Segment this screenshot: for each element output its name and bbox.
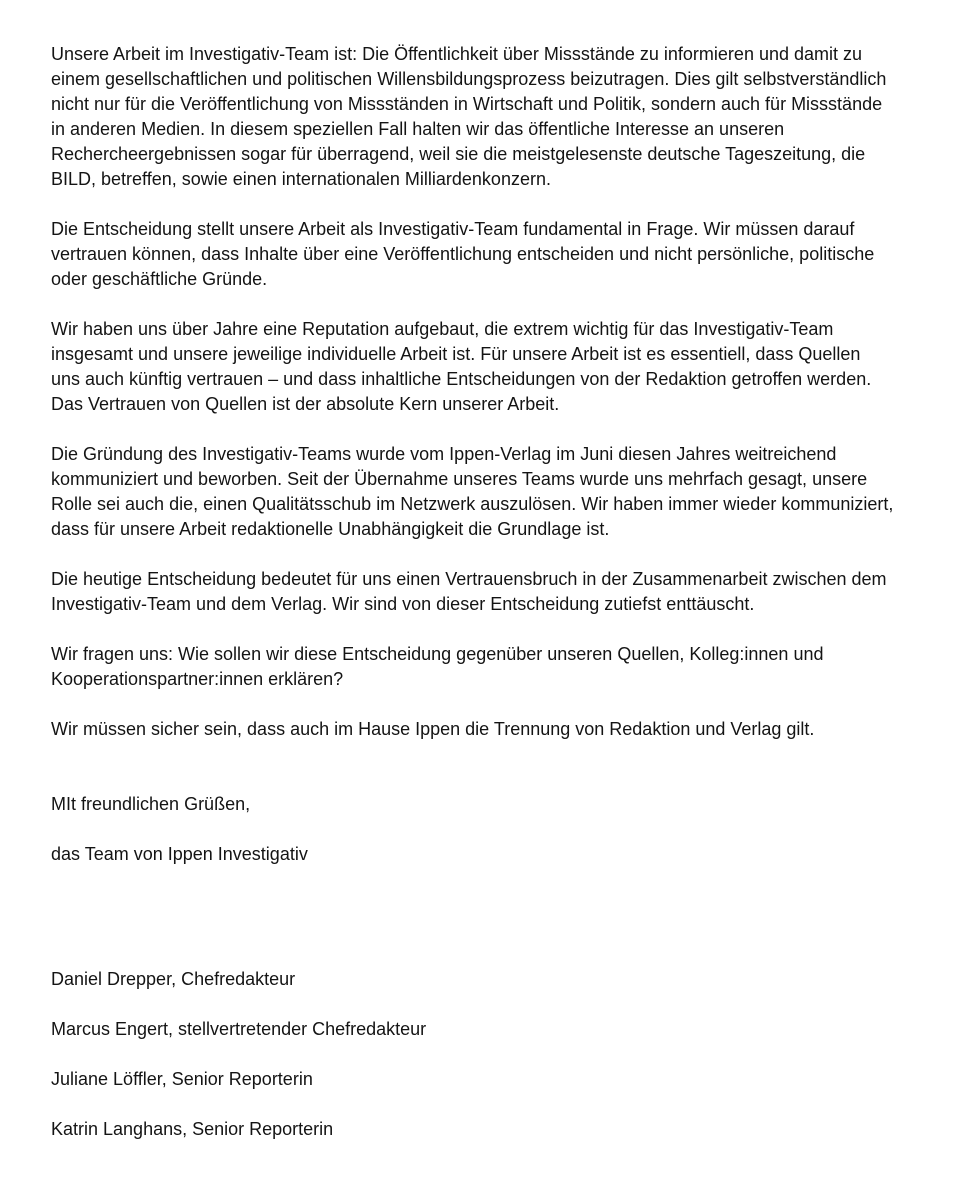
signature-line: Juliane Löffler, Senior Reporterin: [51, 1069, 313, 1089]
paragraph-decision: Die Entscheidung stellt unsere Arbeit als Investigativ-Team fundamental in Frage. Wir müssen darauf vertrauen können, dass Inhalte über eine Veröffentlichung entscheiden und nicht persönliche, politische oder geschäftliche Gründe.: [51, 219, 875, 289]
signature-line: Katrin Langhans, Senior Reporterin: [51, 1119, 334, 1139]
signature-list: [51, 967, 956, 1142]
letter-body: [51, 42, 956, 1167]
paragraph-mission: Unsere Arbeit im Investigativ-Team ist: Die Öffentlichkeit über Missstände zu informieren und damit zu einem gesellschaftlichen und politischen Willensbildungsprozess beizutragen. Dies gilt selbstverständlich nicht nur für die Veröffentlichung von Missständen in Wirtschaft und Politik, sondern auch für Missstände in anderen Medien. In diesem speziellen Fall halten wir das öffentliche Interesse an unseren Rechercheergebnissen sogar für überragend, weil sie die meistgelesenste deutsche Tageszeitung, die BILD, betreffen, sowie einen internationalen Milliardenkonzern.: [51, 44, 887, 189]
signature-line: Daniel Drepper, Chefredakteur: [51, 969, 296, 989]
paragraph-question: Wir fragen uns: Wie sollen wir diese Entscheidung gegenüber unseren Quellen, Kolleg:innen und Kooperationspartner:innen erklären?: [51, 644, 824, 689]
signature-line: Marcus Engert, stellvertretender Chefredakteur: [51, 1019, 427, 1039]
paragraph-demand: Wir müssen sicher sein, dass auch im Hause Ippen die Trennung von Redaktion und Verlag gilt.: [51, 719, 815, 739]
closing-sender: das Team von Ippen Investigativ: [51, 844, 308, 864]
paragraph-founding: Die Gründung des Investigativ-Teams wurde vom Ippen-Verlag im Juni diesen Jahres weitreichend kommuniziert und beworben. Seit der Übernahme unseres Teams wurde uns mehrfach gesagt, unsere Rolle sei auch die, einen Qualitätsschub im Netzwerk auszulösen. Wir haben immer wieder kommuniziert, dass für unsere Arbeit redaktionelle Unabhängigkeit die Grundlage ist.: [51, 444, 894, 539]
closing-greeting: MIt freundlichen Grüßen,: [51, 794, 251, 814]
paragraph-reputation: Wir haben uns über Jahre eine Reputation aufgebaut, die extrem wichtig für das Investigativ-Team insgesamt und unsere jeweilige individuelle Arbeit ist. Für unsere Arbeit ist es essentiell, dass Quellen uns auch künftig vertrauen – und dass inhaltliche Entscheidungen von der Redaktion getroffen werden. Das Vertrauen von Quellen ist der absolute Kern unserer Arbeit.: [51, 319, 872, 414]
paragraph-breach-of-trust: Die heutige Entscheidung bedeutet für uns einen Vertrauensbruch in der Zusammenarbeit zwischen dem Investigativ-Team und dem Verlag. Wir sind von dieser Entscheidung zutiefst enttäuscht.: [51, 569, 887, 614]
